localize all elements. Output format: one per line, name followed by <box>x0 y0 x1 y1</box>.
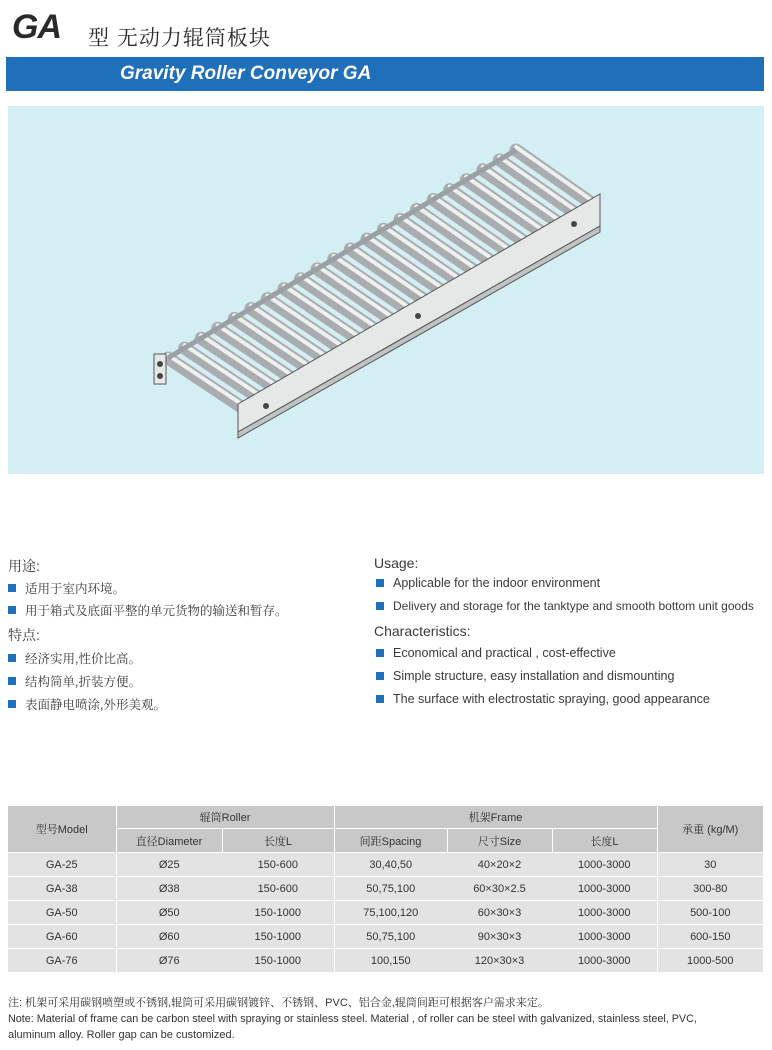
bullet-square-icon <box>376 695 384 703</box>
load-header: 承重 (kg/M) <box>657 806 763 853</box>
frame-length-cell: 1000-3000 <box>552 949 657 973</box>
roller-length-cell: 150-1000 <box>222 949 334 973</box>
frame-header: 机架Frame <box>334 806 657 829</box>
cn-usage-heading: 用途: <box>8 558 40 574</box>
product-image-panel <box>8 106 764 474</box>
model-cell: GA-38 <box>8 877 116 901</box>
size-cell: 60×30×3 <box>447 901 552 925</box>
spacing-header: 间距Spacing <box>334 829 447 853</box>
cn-usage-item: 适用于室内环境。 <box>8 579 125 597</box>
table-row <box>8 925 763 949</box>
model-cell: GA-50 <box>8 901 116 925</box>
diameter-header: 直径Diameter <box>116 829 222 853</box>
spec-table <box>8 805 763 972</box>
model-cell: GA-76 <box>8 949 116 973</box>
model-cell: GA-25 <box>8 853 116 877</box>
table-row <box>8 901 763 925</box>
table-row <box>8 877 763 901</box>
en-usage-heading: Usage: <box>374 555 419 571</box>
gravity-roller-conveyor-illustration <box>8 106 764 474</box>
roller-length-cell: 150-600 <box>222 853 334 877</box>
en-char-item: Economical and practical , cost-effective <box>376 646 616 660</box>
bullet-square-icon <box>376 602 384 610</box>
spacing-cell: 100,150 <box>334 949 447 973</box>
spacing-cell: 75,100,120 <box>334 901 447 925</box>
roller-header: 辊筒Roller <box>116 806 334 829</box>
note-english-line1: Note: Material of frame can be carbon steel with spraying or stainless steel. Material , of roller can be steel with galvanized, stainless steel, PVC, <box>8 1013 697 1025</box>
note-english-line2: aluminum alloy. Roller gap can be customized. <box>8 1029 235 1041</box>
model-header: 型号Model <box>8 806 116 853</box>
frame-length-cell: 1000-3000 <box>552 925 657 949</box>
diameter-cell: Ø76 <box>116 949 222 973</box>
en-characteristics-heading: Characteristics: <box>374 623 471 639</box>
bullet-square-icon <box>8 654 16 662</box>
spacing-cell: 50,75,100 <box>334 877 447 901</box>
note-chinese: 注: 机架可采用碳钢喷塑或不锈钢,辊筒可采用碳钢镀锌、不锈钢、PVC、铝合金,辊筒间距可根据客户需求来定。 <box>8 997 549 1009</box>
load-cell: 500-100 <box>657 901 763 925</box>
chinese-title: 型 无动力辊筒板块 <box>88 27 271 50</box>
load-cell: 30 <box>657 853 763 877</box>
en-char-item: Simple structure, easy installation and dismounting <box>376 669 674 683</box>
en-usage-item: Applicable for the indoor environment <box>376 576 600 590</box>
frame-length-header: 长度L <box>552 829 657 853</box>
diameter-cell: Ø60 <box>116 925 222 949</box>
diameter-cell: Ø50 <box>116 901 222 925</box>
model-cell: GA-60 <box>8 925 116 949</box>
size-cell: 60×30×2.5 <box>447 877 552 901</box>
bullet-square-icon <box>376 579 384 587</box>
bullet-square-icon <box>8 677 16 685</box>
table-row <box>8 949 763 973</box>
load-cell: 300-80 <box>657 877 763 901</box>
model-code-title: GA <box>12 8 61 46</box>
bullet-square-icon <box>8 606 16 614</box>
roller-length-cell: 150-600 <box>222 877 334 901</box>
load-cell: 1000-500 <box>657 949 763 973</box>
cn-usage-item: 用于箱式及底面平整的单元货物的输送和暂存。 <box>8 601 288 619</box>
cn-characteristics-heading: 特点: <box>8 627 40 643</box>
cn-char-item: 表面静电喷涂,外形美观。 <box>8 695 166 713</box>
bullet-square-icon <box>376 649 384 657</box>
frame-length-cell: 1000-3000 <box>552 877 657 901</box>
diameter-cell: Ø38 <box>116 877 222 901</box>
en-usage-item: Delivery and storage for the tanktype and smooth bottom unit goods <box>376 599 754 613</box>
size-cell: 40×20×2 <box>447 853 552 877</box>
size-header: 尺寸Size <box>447 829 552 853</box>
frame-length-cell: 1000-3000 <box>552 901 657 925</box>
roller-length-header: 长度L <box>222 829 334 853</box>
cn-char-item: 结构简单,折装方便。 <box>8 672 141 690</box>
size-cell: 120×30×3 <box>447 949 552 973</box>
banner-title: Gravity Roller Conveyor GA <box>120 63 372 84</box>
cn-char-item: 经济实用,性价比高。 <box>8 649 141 667</box>
bullet-square-icon <box>8 584 16 592</box>
load-cell: 600-150 <box>657 925 763 949</box>
roller-length-cell: 150-1000 <box>222 901 334 925</box>
spacing-cell: 30,40,50 <box>334 853 447 877</box>
spacing-cell: 50,75,100 <box>334 925 447 949</box>
frame-length-cell: 1000-3000 <box>552 853 657 877</box>
en-char-item: The surface with electrostatic spraying, good appearance <box>376 692 710 706</box>
bullet-square-icon <box>8 700 16 708</box>
size-cell: 90×30×3 <box>447 925 552 949</box>
diameter-cell: Ø25 <box>116 853 222 877</box>
table-row <box>8 853 763 877</box>
roller-length-cell: 150-1000 <box>222 925 334 949</box>
bullet-square-icon <box>376 672 384 680</box>
